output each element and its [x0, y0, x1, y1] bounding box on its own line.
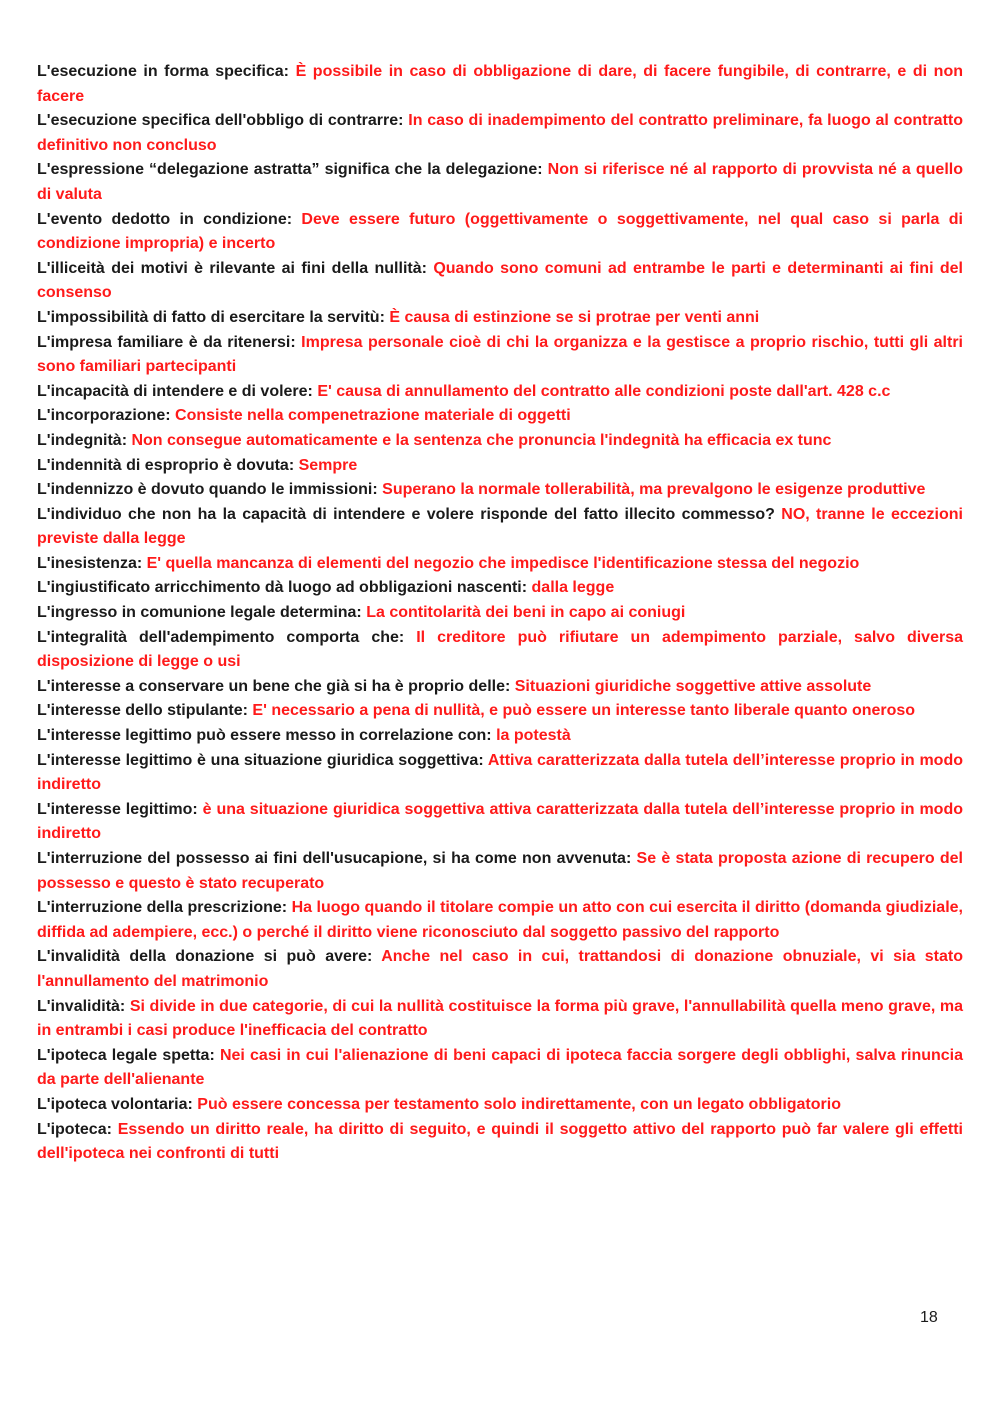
question-text: L'incorporazione: [37, 407, 176, 425]
question-text: L'indegnità: [37, 431, 132, 449]
qa-entry [37, 331, 963, 380]
question-text: L'incapacità di intendere e di volere: [37, 382, 318, 400]
qa-entry [37, 503, 963, 552]
question-text: L'interruzione della prescrizione: [37, 899, 292, 917]
answer-text: Quando sono comuni ad entrambe le parti e determinanti ai fini del consenso [37, 259, 964, 302]
qa-entry [37, 675, 963, 700]
answer-text: Si divide in due categorie, di cui la nullità costituisce la forma più grave, l'annullabilità quella meno grave, ma in entrambi i casi produce l'inefficacia del contratto [37, 997, 964, 1040]
answer-text: Anche nel caso in cui, trattandosi di donazione obnuziale, vi sia stato l'annullamento del matrimonio [37, 948, 964, 990]
question-text: L'indennizzo è dovuto quando le immissioni: [37, 481, 383, 499]
question-text: L'illiceità dei motivi è rilevante ai fini della nullità: [37, 259, 434, 277]
question-text: L'individuo che non ha la capacità di intendere e volere risponde del fatto illecito commesso? [37, 505, 782, 523]
answer-text: Superano la normale tollerabilità, ma prevalgono le esigenze produttive [382, 481, 926, 499]
answer-text: Sempre [298, 456, 358, 474]
qa-entry [37, 552, 963, 577]
answer-text: Consiste nella compenetrazione materiale di oggetti [175, 407, 571, 425]
qa-entry [37, 60, 963, 109]
qa-entry [37, 724, 963, 749]
qa-entry [37, 158, 963, 207]
answer-text: Il creditore può rifiutare un adempimento parziale, salvo diversa disposizione di legge o usi [37, 628, 964, 671]
question-text: L'ingresso in comunione legale determina: [37, 604, 367, 622]
qa-entry [37, 109, 963, 158]
answer-text: E' necessario a pena di nullità, e può essere un interesse tanto liberale quanto oneroso [252, 702, 916, 720]
page-number: 18 [920, 1309, 938, 1326]
answer-text: È possibile in caso di obbligazione di dare, di facere fungibile, di contrarre, e di non facere [37, 63, 963, 105]
answer-text: Ha luogo quando il titolare compie un atto con cui esercita il diritto (domanda giudiziale, diffida ad adempiere, ecc.) o perché il diritto viene riconosciuto dal soggetto passivo del rapporto [37, 899, 963, 941]
qa-entry [37, 945, 963, 994]
answer-text: Non consegue automaticamente e la sentenza che pronuncia l'indegnità ha efficacia ex tunc [131, 431, 832, 449]
qa-entry [37, 1093, 963, 1118]
qa-entry [37, 626, 963, 675]
answer-text: E' quella mancanza di elementi del negozio che impedisce l'identificazione stessa del negozio [146, 554, 860, 572]
question-text: L'ingiustificato arricchimento dà luogo ad obbligazioni nascenti: [37, 579, 532, 597]
answer-text: Nei casi in cui l'alienazione di beni capaci di ipoteca faccia sorgere degli obblighi, salva rinuncia da parte dell'alienante [37, 1046, 963, 1089]
question-text: L'interesse legittimo è una situazione giuridica soggettiva: [37, 751, 488, 769]
question-text: L'invalidità: [37, 997, 130, 1015]
question-text: L'interesse legittimo: [37, 800, 203, 818]
qa-entry [37, 798, 963, 847]
qa-entry [37, 896, 963, 945]
answer-text: dalla legge [531, 579, 615, 597]
question-text: L'interesse dello stipulante: [37, 702, 253, 720]
question-text: L'impresa familiare è da ritenersi: [37, 333, 302, 351]
question-text: L'ipoteca: [37, 1120, 118, 1138]
qa-entry [37, 1118, 963, 1167]
qa-entry [37, 699, 963, 724]
qa-entry [37, 847, 963, 896]
question-text: L'esecuzione in forma specifica: [37, 63, 296, 80]
qa-entry [37, 208, 963, 257]
answer-text: Deve essere futuro (oggettivamente o soggettivamente, nel qual caso si parla di condizione impropria) e incerto [37, 210, 963, 253]
qa-entry [37, 454, 963, 479]
answer-text: La contitolarità dei beni in capo ai coniugi [366, 604, 686, 622]
answer-text: E' causa di annullamento del contratto alle condizioni poste dall'art. 428 c.c [317, 382, 891, 400]
question-text: L'integralità dell'adempimento comporta che: [37, 628, 417, 646]
answer-text: Se è stata proposta azione di recupero del possesso e questo è stato recuperato [37, 850, 963, 892]
qa-entry [37, 749, 963, 798]
answer-text: NO, tranne le eccezioni previste dalla legge [37, 505, 963, 548]
answer-text: Non si riferisce né al rapporto di provvista né a quello di valuta [37, 161, 963, 203]
answer-text: Situazioni giuridiche soggettive attive assolute [514, 677, 872, 695]
qa-entry [37, 404, 963, 429]
answer-text: In caso di inadempimento del contratto preliminare, fa luogo al contratto definitivo non concluso [37, 112, 963, 154]
answer-text: Essendo un diritto reale, ha diritto di seguito, e quindi il soggetto attivo del rapporto può far valere gli effetti dell'ipoteca nei confronti di tutti [37, 1120, 964, 1163]
qa-entry [37, 995, 963, 1044]
qa-entry [37, 601, 963, 626]
question-text: L'ipoteca legale spetta: [37, 1046, 220, 1064]
question-text: L'ipoteca volontaria: [37, 1095, 198, 1113]
question-text: L'interesse legittimo può essere messo in correlazione con: [37, 727, 497, 745]
qa-entry [37, 257, 963, 306]
qa-list [37, 60, 963, 1167]
qa-entry [37, 478, 963, 503]
question-text: L'evento dedotto in condizione: [37, 210, 302, 228]
answer-text: Può essere concessa per testamento solo indirettamente, con un legato obbligatorio [197, 1095, 841, 1113]
question-text: L'interesse a conservare un bene che già si ha è proprio delle: [37, 677, 515, 695]
question-text: L'indennità di esproprio è dovuta: [37, 456, 299, 474]
answer-text: È causa di estinzione se si protrae per venti anni [389, 308, 760, 326]
answer-text: Attiva caratterizzata dalla tutela dell’interesse proprio in modo indiretto [37, 751, 963, 794]
qa-entry [37, 1044, 963, 1093]
question-text: L'inesistenza: [37, 554, 147, 572]
answer-text: Impresa personale cioè di chi la organizza e la gestisce a proprio rischio, tutti gli altri sono familiari partecipanti [37, 333, 963, 376]
question-text: L'interruzione del possesso ai fini dell'usucapione, si ha come non avvenuta: [37, 850, 637, 867]
answer-text: la potestà [496, 727, 571, 745]
qa-entry [37, 429, 963, 454]
question-text: L'invalidità della donazione si può avere: [37, 948, 382, 966]
qa-entry [37, 576, 963, 601]
answer-text: è una situazione giuridica soggettiva attiva caratterizzata dalla tutela dell’interesse proprio in modo indiretto [37, 800, 963, 843]
qa-entry [37, 380, 963, 405]
qa-entry [37, 306, 963, 331]
question-text: L'impossibilità di fatto di esercitare la servitù: [37, 308, 390, 326]
question-text: L'esecuzione specifica dell'obbligo di contrarre: [37, 112, 409, 130]
question-text: L'espressione “delegazione astratta” significa che la delegazione: [37, 161, 548, 179]
